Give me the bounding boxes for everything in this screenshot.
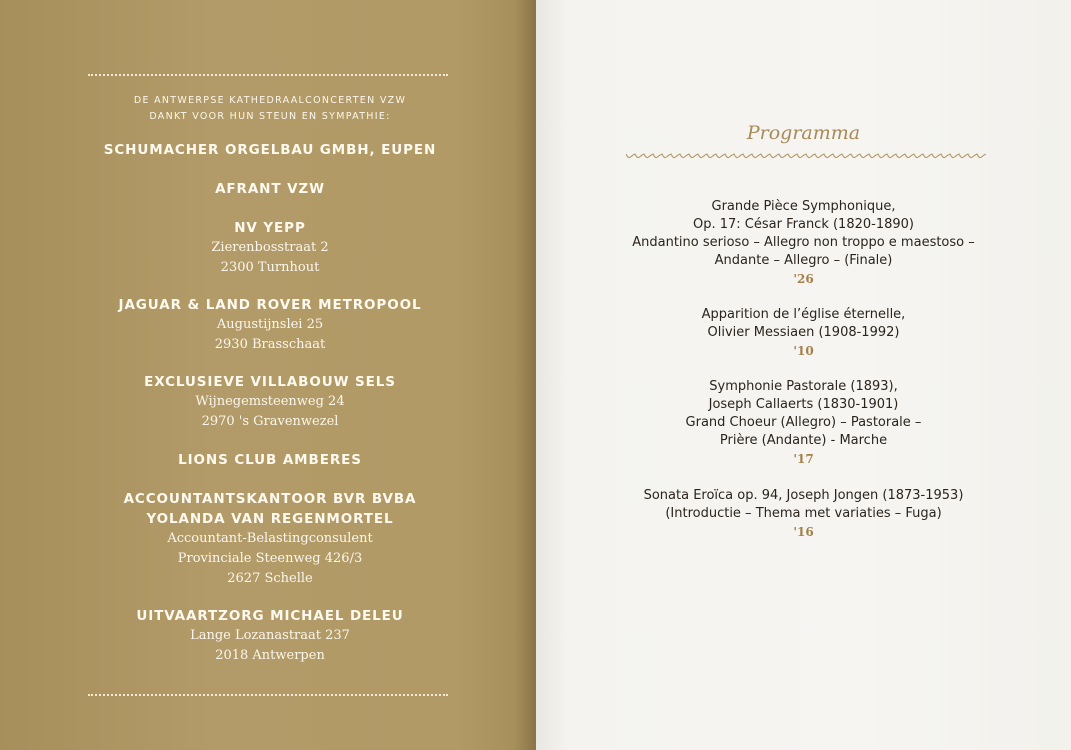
sponsor-name: LIONS CLUB AMBERES <box>178 452 362 468</box>
work-line: Symphonie Pastorale (1893), <box>709 379 898 394</box>
work-line: Grand Choeur (Allegro) – Pastorale – <box>685 415 922 430</box>
work-franck <box>596 198 1011 288</box>
sponsor-address: Wijnegemsteenweg 24 <box>195 394 345 409</box>
right-page-programme <box>536 0 1071 750</box>
sponsor-name: EXCLUSIEVE VILLABOUW SELS <box>144 374 396 390</box>
work-line: Olivier Messiaen (1908-1992) <box>707 325 900 340</box>
sponsor-address: 2930 Brasschaat <box>214 337 326 352</box>
sponsor-name: YOLANDA VAN REGENMORTEL <box>146 511 394 527</box>
intro-line: DANKT VOOR HUN STEUN EN SYMPATHIE: <box>149 111 391 122</box>
work-duration: '16 <box>793 525 814 539</box>
sponsor-lions <box>60 450 480 470</box>
wave-ornament-divider <box>626 152 986 160</box>
work-line: Joseph Callaerts (1830-1901) <box>708 397 899 412</box>
work-line: Op. 17: César Franck (1820-1890) <box>693 217 914 232</box>
sponsor-name: ACCOUNTANTSKANTOOR BVR BVBA <box>123 491 417 507</box>
work-duration: '17 <box>793 452 814 466</box>
work-line: (Introductie – Thema met variaties – Fuga) <box>665 506 942 521</box>
sponsor-address: Zierenbosstraat 2 <box>211 240 329 255</box>
work-line: Prière (Andante) - Marche <box>719 433 888 448</box>
sponsor-bvr <box>60 489 480 589</box>
work-messiaen <box>596 306 1011 360</box>
sponsor-name: JAGUAR & LAND ROVER METROPOOL <box>118 297 422 313</box>
sponsor-villabouw <box>60 372 480 432</box>
sponsor-yepp <box>60 218 480 278</box>
sponsor-address: 2627 Schelle <box>227 571 313 586</box>
sponsor-afrant <box>60 179 480 199</box>
sponsor-name: AFRANT VZW <box>215 181 325 197</box>
sponsor-address: Lange Lozanastraat 237 <box>190 628 350 643</box>
work-jongen <box>596 487 1011 541</box>
thanks-intro <box>60 93 480 125</box>
sponsor-name: UITVAARTZORG MICHAEL DELEU <box>136 608 404 624</box>
sponsor-name: NV YEPP <box>234 220 306 236</box>
work-duration: '10 <box>793 344 814 358</box>
sponsor-address: 2300 Turnhout <box>220 260 320 275</box>
work-callaerts <box>596 378 1011 468</box>
programme-title: Programma <box>746 122 861 144</box>
sponsor-address: 2018 Antwerpen <box>215 648 325 663</box>
sponsor-jaguar <box>60 295 480 355</box>
sponsor-address: Accountant-Belastingconsulent <box>167 531 373 546</box>
work-line: Apparition de l’église éternelle, <box>701 307 906 322</box>
sponsor-address: 2970 's Gravenwezel <box>201 414 339 429</box>
dotted-divider-bottom <box>88 694 448 696</box>
intro-line: DE ANTWERPSE KATHEDRAALCONCERTEN VZW <box>133 95 407 106</box>
work-duration: '26 <box>793 272 814 286</box>
sponsor-schumacher <box>60 140 480 160</box>
sponsor-address: Augustijnslei 25 <box>216 317 324 332</box>
work-line: Andantino serioso – Allegro non troppo e maestoso – <box>632 235 975 250</box>
dotted-divider-top <box>88 74 448 76</box>
work-line: Grande Pièce Symphonique, <box>711 199 896 214</box>
sponsor-address: Provinciale Steenweg 426/3 <box>177 551 363 566</box>
sponsor-name: SCHUMACHER ORGELBAU GMBH, EUPEN <box>103 142 437 158</box>
work-line: Sonata Eroïca op. 94, Joseph Jongen (1873-1953) <box>643 488 964 503</box>
work-line: Andante – Allegro – (Finale) <box>714 253 893 268</box>
sponsor-deleu <box>60 606 480 666</box>
